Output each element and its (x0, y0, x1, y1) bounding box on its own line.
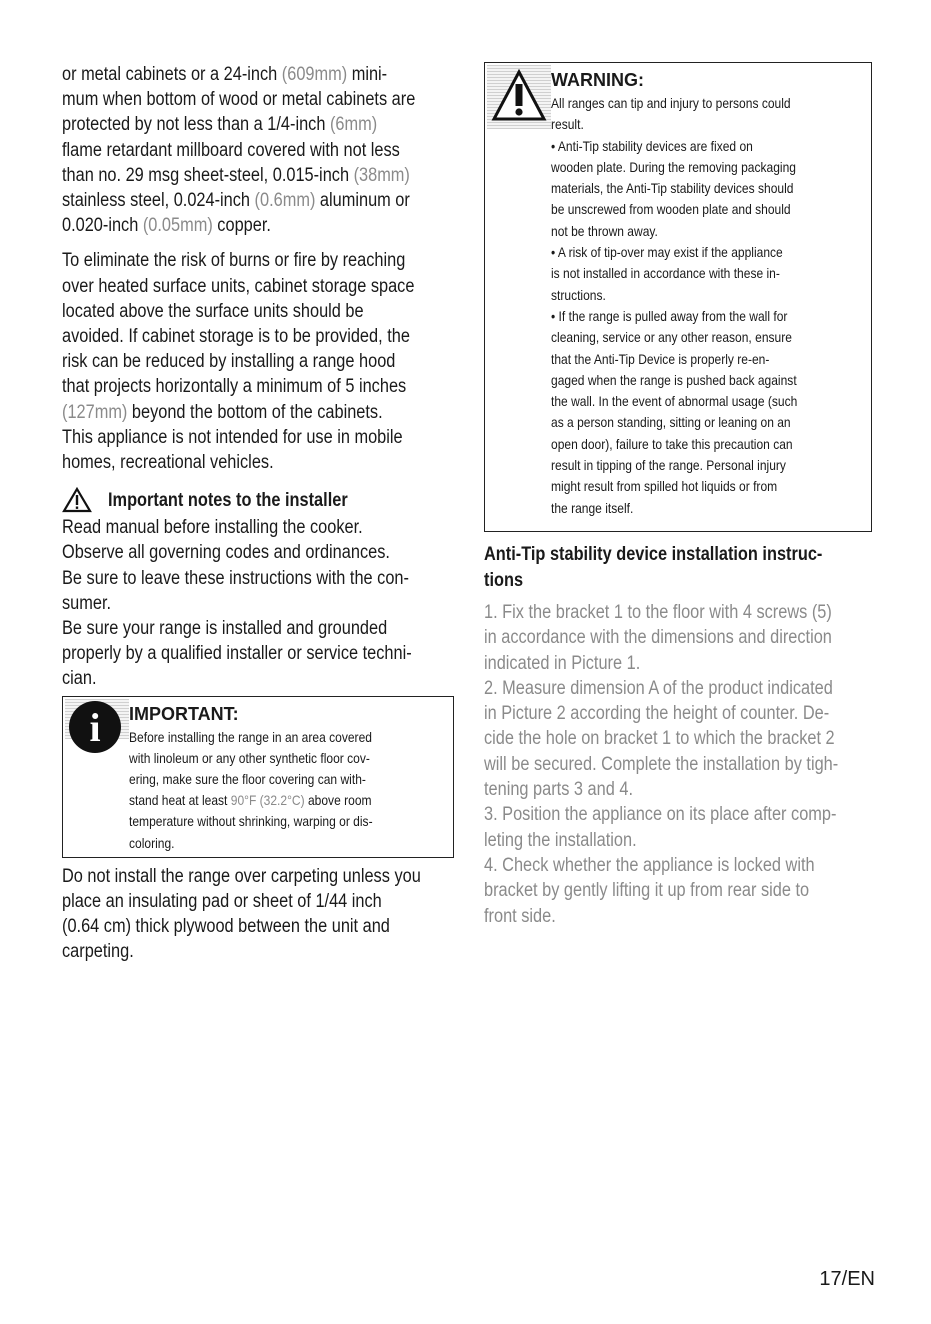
burn-risk-paragraph (62, 248, 454, 475)
heading-text: Important notes to the installer (108, 489, 348, 511)
text-line: temperature without shrinking, warping or dis- (129, 813, 373, 830)
instruction-line: 2. Measure dimension A of the product indicated (484, 677, 833, 699)
text-line: gaged when the range is pushed back against (551, 371, 797, 388)
instruction-line: front side. (484, 905, 556, 927)
text-line: place an insulating pad or sheet of 1/44 inch (62, 890, 382, 912)
text-line: Before installing the range in an area covered (129, 728, 372, 745)
text-line: 0.020-inch (0.05mm) copper. (62, 215, 271, 237)
info-icon: i (69, 701, 121, 753)
text-line: flame retardant millboard covered with not less (62, 139, 400, 161)
instruction-line: in Picture 2 according the height of counter. De- (484, 703, 830, 725)
text-line: over heated surface units, cabinet storage space (62, 275, 415, 297)
installer-notes-list (62, 515, 454, 691)
text-line: • A risk of tip-over may exist if the appliance (551, 244, 783, 261)
text-line: Be sure to leave these instructions with the con- (62, 567, 409, 589)
installer-notes-heading (62, 487, 454, 513)
text-line: • Anti-Tip stability devices are fixed on (551, 137, 753, 154)
warning-triangle-icon (491, 69, 547, 123)
text-line: is not installed in accordance with these in- (551, 265, 780, 282)
instruction-line: 1. Fix the bracket 1 to the floor with 4 screws (5) (484, 602, 832, 623)
text-line: stainless steel, 0.024-inch (0.6mm) aluminum or (62, 190, 410, 212)
instruction-line: indicated in Picture 1. (484, 652, 641, 674)
warning-text (551, 93, 863, 519)
anti-tip-heading (484, 542, 872, 594)
instruction-line: cide the hole on bracket 1 to which the bracket 2 (484, 728, 835, 750)
text-line: Do not install the range over carpeting unless you (62, 865, 421, 887)
text-line: (127mm) beyond the bottom of the cabinets. (62, 401, 383, 423)
text-line: result in tipping of the range. Personal injury (551, 457, 786, 474)
text-line: stand heat at least 90°F (32.2°C) above room (129, 792, 372, 809)
text-line: Read manual before installing the cooker. (62, 517, 363, 539)
text-line: located above the surface units should be (62, 300, 364, 322)
text-line: result. (551, 116, 584, 133)
text-line: structions. (551, 286, 606, 303)
text-line: that the Anti-Tip Device is properly re-en- (551, 350, 770, 367)
text-line: Be sure your range is installed and grounded (62, 618, 388, 640)
heading-line: tions (484, 570, 524, 591)
text-line: cian. (62, 668, 97, 690)
important-notice-box (62, 696, 454, 858)
text-line: coloring. (129, 834, 175, 851)
warning-notice-box (484, 62, 872, 532)
important-text (129, 727, 445, 854)
carpet-paragraph (62, 864, 454, 965)
instruction-line: in accordance with the dimensions and direction (484, 627, 832, 649)
text-line: (0.64 cm) thick plywood between the unit and (62, 916, 390, 938)
text-line: the wall. In the event of abnormal usage (such (551, 393, 798, 410)
left-column (62, 62, 454, 964)
text-line: • If the range is pulled away from the wall for (551, 307, 788, 324)
instruction-line: will be secured. Complete the installation by tigh- (484, 753, 839, 775)
text-line: All ranges can tip and injury to persons could (551, 95, 791, 111)
text-line: sumer. (62, 592, 112, 614)
text-line: might result from spilled hot liquids or from (551, 478, 778, 495)
instruction-line: bracket by gently lifting it up from rear side to (484, 880, 810, 902)
text-line: wooden plate. During the removing packaging (551, 158, 796, 175)
instruction-line: tening parts 3 and 4. (484, 779, 633, 801)
instruction-line: 4. Check whether the appliance is locked with (484, 854, 815, 876)
warning-title: WARNING: (551, 70, 644, 90)
text-line: avoided. If cabinet storage is to be provided, the (62, 326, 410, 348)
text-line: carpeting. (62, 941, 134, 963)
text-line: not be thrown away. (551, 222, 658, 239)
text-line: as a person standing, sitting or leaning on an (551, 414, 791, 431)
text-line: homes, recreational vehicles. (62, 452, 274, 474)
page-number: 17/EN (819, 1268, 875, 1290)
text-line: risk can be reduced by installing a range hood (62, 351, 396, 373)
text-line: cleaning, service or any other reason, ensure (551, 329, 792, 346)
important-title: IMPORTANT: (129, 703, 239, 724)
text-line: the range itself. (551, 499, 634, 516)
text-line: be unscrewed from wooden plate and should (551, 201, 791, 218)
text-line: materials, the Anti-Tip stability devices should (551, 180, 794, 197)
instruction-line: 3. Position the appliance on its place after comp- (484, 804, 837, 826)
instruction-line: leting the installation. (484, 829, 637, 851)
text-line: To eliminate the risk of burns or fire by reaching (62, 250, 406, 272)
text-line: than no. 29 msg sheet-steel, 0.015-inch (38mm) (62, 164, 410, 186)
warning-triangle-icon (62, 487, 92, 513)
text-line: protected by not less than a 1/4-inch (6mm) (62, 114, 378, 136)
text-line: open door), failure to take this precaution can (551, 435, 793, 452)
text-line: with linoleum or any other synthetic floor cov- (129, 749, 370, 766)
right-column (484, 62, 872, 929)
text-line: or metal cabinets or a 24-inch (609mm) mini- (62, 64, 388, 85)
text-line: mum when bottom of wood or metal cabinets are (62, 89, 416, 111)
anti-tip-instructions (484, 600, 872, 929)
cabinet-clearance-paragraph (62, 62, 454, 238)
text-line: that projects horizontally a minimum of 5 inches (62, 376, 407, 398)
heading-line: Anti-Tip stability device installation instruc- (484, 544, 823, 565)
text-line: This appliance is not intended for use in mobile (62, 426, 403, 448)
text-line: properly by a qualified installer or service techni- (62, 643, 412, 665)
text-line: Observe all governing codes and ordinances. (62, 542, 390, 564)
text-line: ering, make sure the floor covering can with- (129, 771, 366, 788)
